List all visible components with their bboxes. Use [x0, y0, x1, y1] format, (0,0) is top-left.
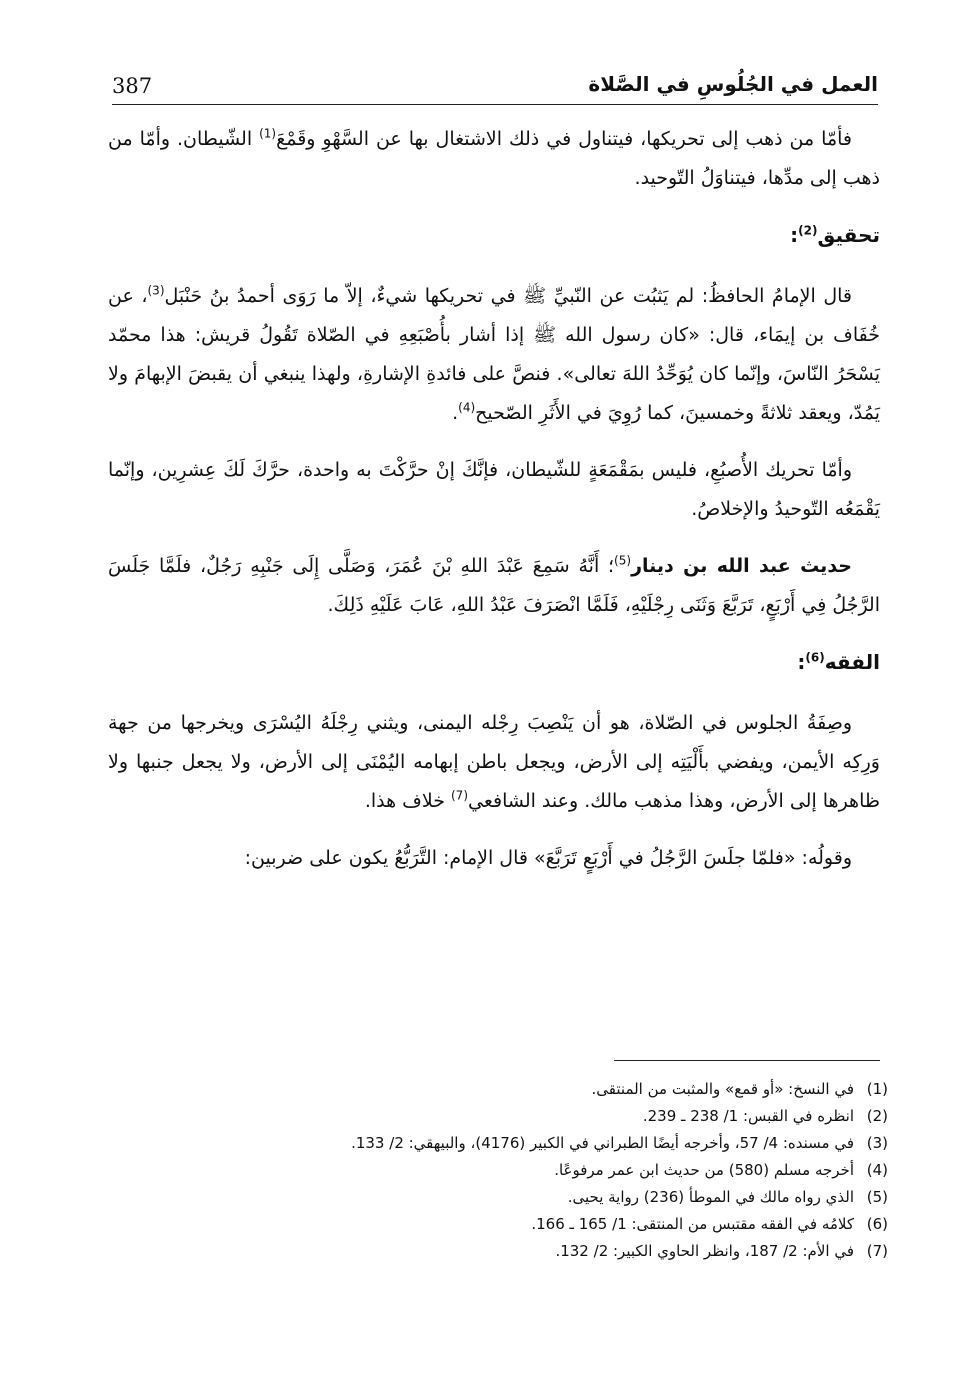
footnote: (4)أخرجه مسلم (580) من حديث ابن عمر مرفوعًا.	[554, 1161, 888, 1179]
footnote-ref: (7)	[450, 788, 468, 803]
footnote-ref: (6)	[805, 650, 825, 665]
paragraph: وصِفَةُ الجلوس في الصّلاة، هو أن يَنْصِبَ رِجْله اليمنى، ويثني رِجْلَهُ اليُسْرَى ويخرجها من جهة وَرِكِه الأيمن، ويفضي بأَلْيَتِه إلى الأرض، ويجعل باطن إبهامه اليُمْنَى إلى الأرض، ولا يجعل جنبها ولا ظاهرها إلى الأرض، وهذا مذهب مالك. وعند الشافعي$^{(7)}$ خلاف هذا.	[108, 712, 880, 812]
section-heading-tahqiq: تحقيق$^{(2)}$:	[790, 223, 880, 247]
section-heading-fiqh: الفقه$^{(6)}$:	[797, 650, 880, 674]
footnote-divider	[614, 1060, 880, 1061]
main-text	[108, 120, 880, 896]
footnote: (7)في الأم: 2/ 187، وانظر الحاوي الكبير: 2/ 132.	[555, 1242, 888, 1260]
footnote: (6)كلامُه في الفقه مقتبس من المنتقى: 1/ 165 ـ 166.	[531, 1215, 888, 1233]
footnote-ref: (3)	[147, 283, 165, 298]
footnote: (2)انظره في القبس: 1/ 238 ـ 239.	[642, 1107, 888, 1125]
page-number: 387	[112, 74, 153, 98]
running-title: العمل في الجُلُوسِ في الصَّلاة	[588, 72, 878, 96]
footnote-ref: (5)	[614, 553, 632, 568]
paragraph: فأمّا من ذهب إلى تحريكها، فيتناول في ذلك الاشتغال بها عن السَّهْوِ وقَمْعَ$^{(1)}$ الشّيطان. وأمّا من ذهب إلى مدِّها، فيتناوَلُ التّوحيد.	[108, 126, 880, 189]
hadith-title: حديث عبد الله بن دينار	[631, 555, 852, 577]
hadith-paragraph: حديث عبد الله بن دينار$^{(5)}$؛ أَنَّهُ سَمِعَ عَبْدَ اللهِ بْنَ عُمَرَ، وَصَلَّى إِلَى جَنْبِهِ رَجُلٌ، فلَمَّا جَلَسَ الرَّجُلُ فِي أَرْبَعٍ، تَرَبَّعَ وَثَنَى رِجْلَيْهِ، فَلَمَّا انْصَرَفَ عَبْدُ اللهِ، عَابَ عَلَيْهِ ذَلِكَ.	[108, 553, 880, 616]
page-header	[112, 68, 878, 105]
footnote: (1)في النسخ: «أو قمع» والمثبت من المنتقى.	[591, 1080, 888, 1098]
paragraph: قال الإمامُ الحافظُ: لم يَثبُت عن النّبيِّ ﷺ في تحريكها شيءٌ، إلاّ ما رَوَى أحمدُ بنُ حَنْبَل$^{(3)}$، عن خُفَاف بن إيمَاء، قال: «كان رسول الله ﷺ إذا أشار بأُصْبَعِهِ في الصّلاة تَقُولُ قريش: هذا محمّد يَسْحَرُ النّاسَ، وإنّما كان يُوَحِّدُ اللهَ تعالى». فنصَّ على فائدةِ الإشارةِ، ولهذا ينبغي أن يقبضَ الإبهامَ ولا يَمُدّ، ويعقد ثلاثةً وخمسينَ، كما رُوِيَ في الأَثَرِ الصّحيح$^{(4)}$.	[108, 283, 880, 424]
footnote-ref: (1)	[259, 126, 277, 141]
footnote: (3)في مسنده: 4/ 57، وأخرجه أيضًا الطبراني في الكبير (4176)، والبيهقي: 2/ 133.	[351, 1134, 888, 1152]
paragraph: وأمّا تحريك الأُصبُعِ، فليس بمَقْمَعَةٍ للشّيطان، فإنَّكَ إنْ حرَّكْتَ به واحدة، حرَّكَ لَكَ عِشرِين، وإنّما يَقْمَعُه التّوحيدُ والإخلاصُ.	[108, 459, 880, 520]
paragraph: وقولُه: «فلمّا جلَسَ الرَّجُلُ في أَرْبَعٍ تَرَبَّعَ» قال الإمام: التَّرَبُّعُ يكون على ضربين:	[244, 847, 852, 869]
footnotes-list	[200, 1076, 888, 1265]
footnote-ref: (2)	[798, 223, 818, 238]
footnote-ref: (4)	[458, 400, 476, 415]
footnote: (5)الذي رواه مالك في الموطأ (236) رواية يحيى.	[567, 1188, 888, 1206]
